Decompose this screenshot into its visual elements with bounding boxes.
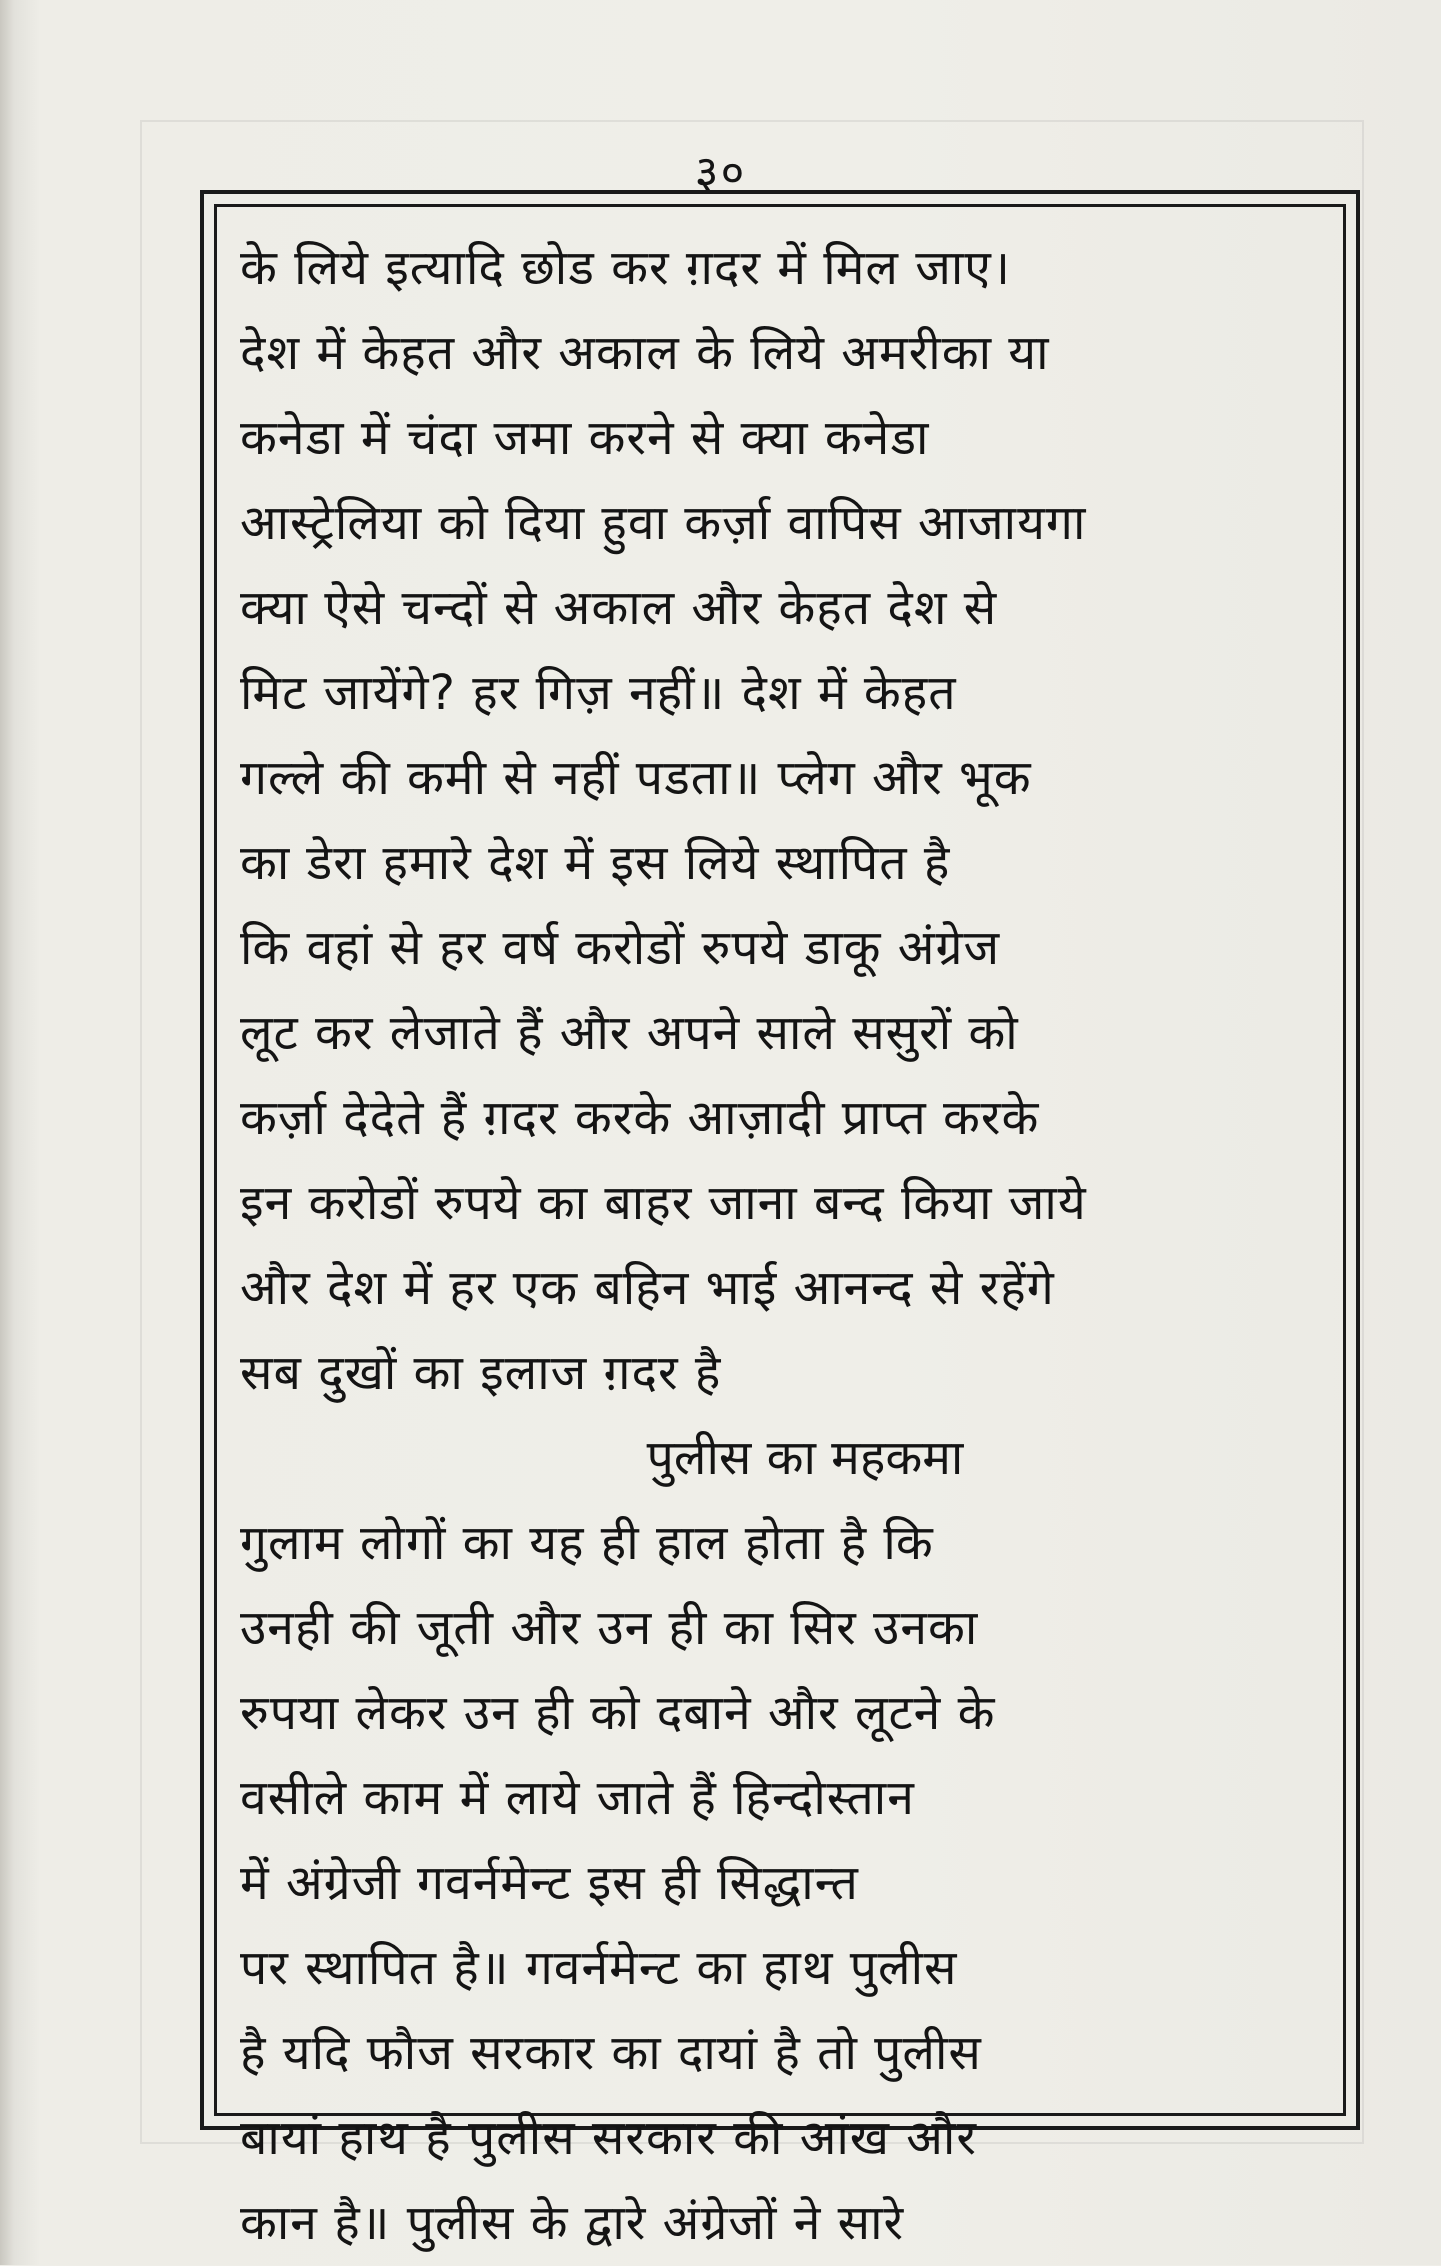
text-line: रुपया लेकर उन ही को दबाने और लूटने के xyxy=(240,1685,996,1741)
text-line: इन करोडों रुपये का बाहर जाना बन्द किया जाये xyxy=(240,1175,1087,1231)
text-line: आस्ट्रेलिया को दिया हुवा कर्ज़ा वापिस आजायगा xyxy=(240,495,1087,551)
text-line: क्या ऐसे चन्दों से अकाल और केहत देश से xyxy=(240,580,998,636)
text-line: में अंग्रेजी गवर्नमेन्ट इस ही सिद्धान्त xyxy=(240,1855,859,1911)
text-line: कान है॥ पुलीस के द्वारे अंग्रेजों ने सारे xyxy=(240,2195,905,2251)
text-line: वसीले काम में लाये जाते हैं हिन्दोस्तान xyxy=(240,1770,915,1826)
text-line: है यदि फौज सरकार का दायां है तो पुलीस xyxy=(240,2025,982,2081)
text-line: कि वहां से हर वर्ष करोडों रुपये डाकू अंग्रेज xyxy=(240,920,1001,976)
page-number: ३० xyxy=(694,145,747,199)
text-line: गुलाम लोगों का यह ही हाल होता है कि xyxy=(240,1515,934,1571)
text-line: और देश में हर एक बहिन भाई आनन्द से रहेंगे xyxy=(240,1260,1055,1316)
text-line: कनेडा में चंदा जमा करने से क्या कनेडा xyxy=(240,410,930,466)
text-line: गल्ले की कमी से नहीं पडता॥ प्लेग और भूक xyxy=(240,750,1032,806)
text-line: का डेरा हमारे देश में इस लिये स्थापित है xyxy=(240,835,951,891)
text-line: लूट कर लेजाते हैं और अपने साले ससुरों को xyxy=(240,1005,1019,1061)
text-line: बायां हाथ है पुलीस सरकार की आंख और xyxy=(240,2110,978,2166)
text-line: कर्ज़ा देदेते हैं ग़दर करके आज़ादी प्राप्त करके xyxy=(240,1090,1040,1146)
text-line: देश में केहत और अकाल के लिये अमरीका या xyxy=(240,325,1050,381)
text-line: के लिये इत्यादि छोड कर ग़दर में मिल जाए। xyxy=(240,240,1011,296)
section-heading: पुलीस का महकमा xyxy=(646,1430,964,1486)
page-text xyxy=(240,226,1330,2266)
text-line: पर स्थापित है॥ गवर्नमेन्ट का हाथ पुलीस xyxy=(240,1940,958,1996)
text-line: मिट जायेंगे? हर गिज़ नहीं॥ देश में केहत xyxy=(240,665,957,721)
text-line: उनही की जूती और उन ही का सिर उनका xyxy=(240,1600,979,1656)
text-line: सब दुखों का इलाज ग़दर है xyxy=(240,1345,722,1401)
